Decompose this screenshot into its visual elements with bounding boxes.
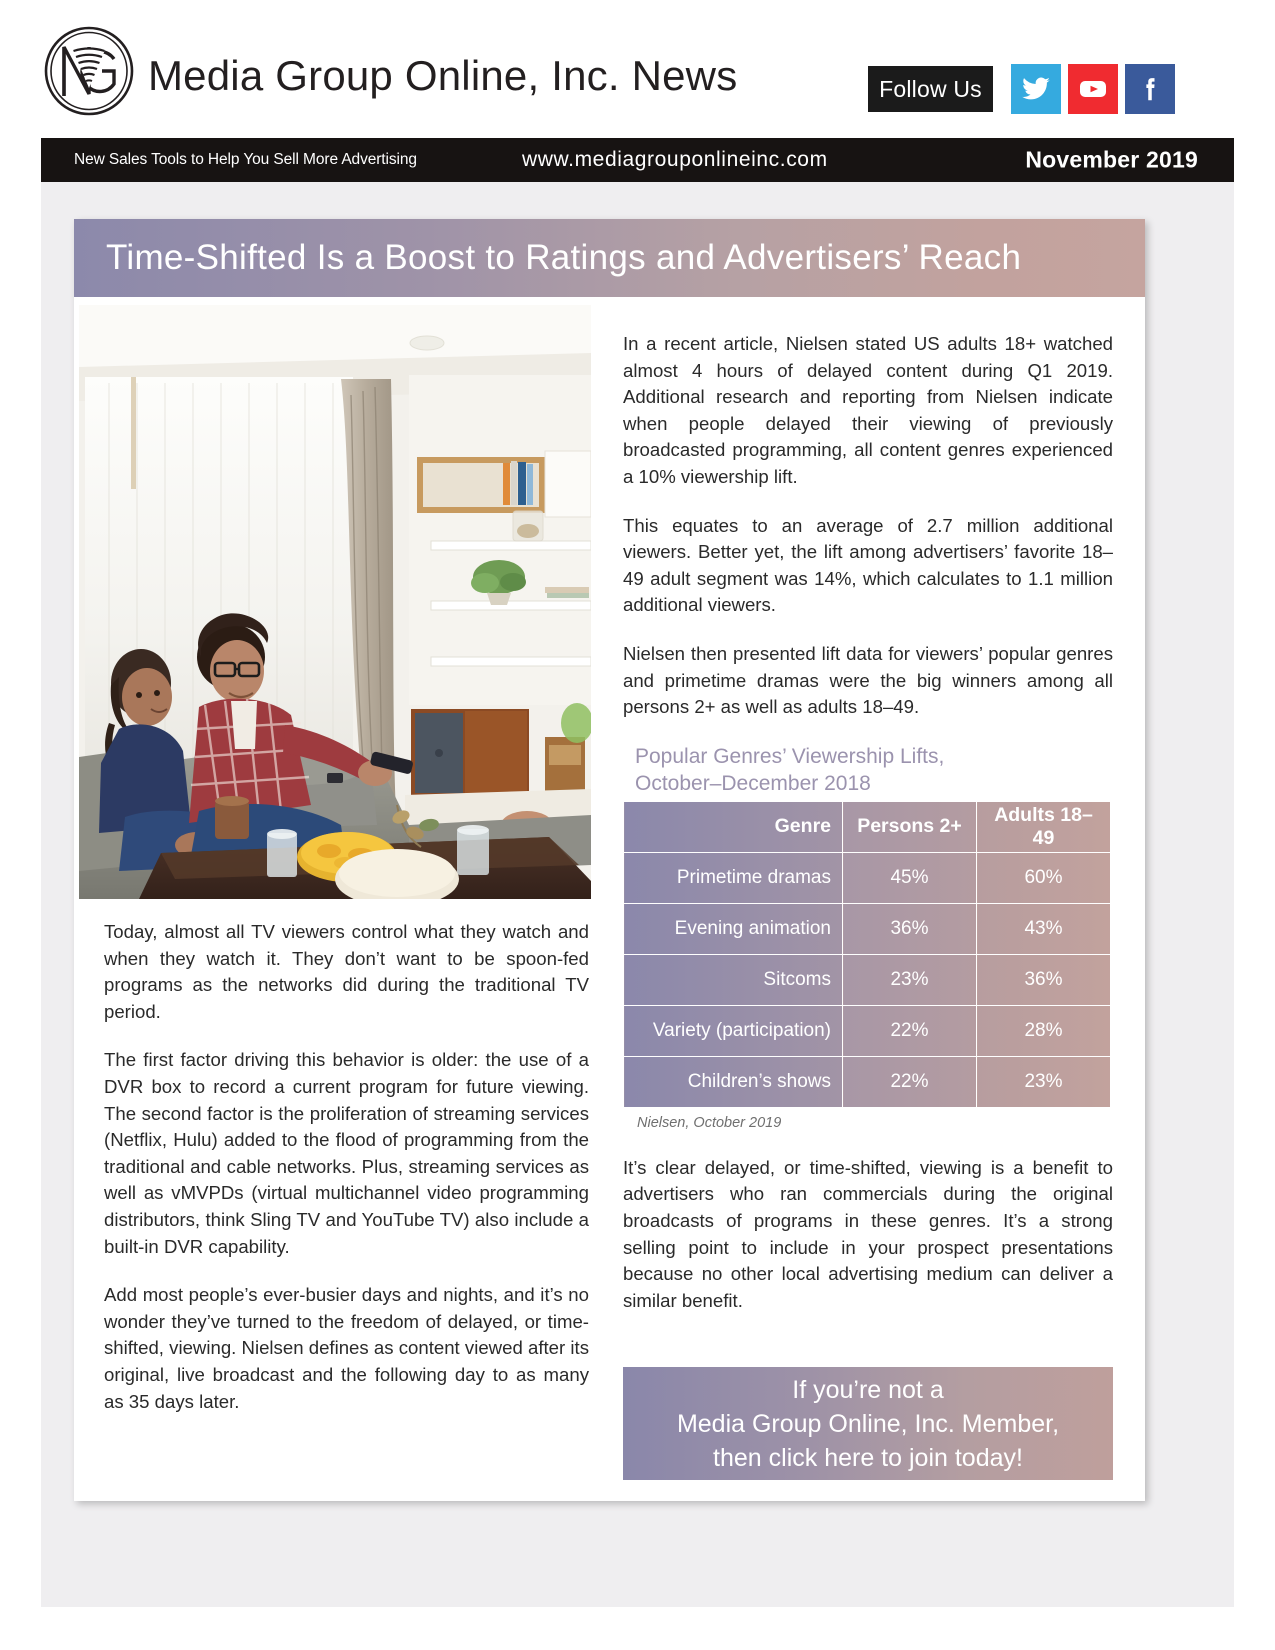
article-photo [79,305,591,899]
right-paragraph-1: In a recent article, Nielsen stated US adults 18+ watched almost 4 hours of delayed content during Q1 2019. Additional research and reporting from Nielsen indicate when people delayed their viewing of previously broadcasted programming, all content genres experienced a 10% viewership lift. [623,333,1113,487]
right-column [623,331,1113,1314]
left-paragraph-3: Add most people’s ever-busier days and nights, and it’s no wonder they’ve turned to the freedom of delayed, or time-shifted, viewing. Nielsen defines as content viewed after its original, live broadcast and the following day to as many as 35 days later. [104,1284,589,1412]
table-header-row [624,801,1111,852]
table-source: Nielsen, October 2019 [637,1114,782,1131]
right-paragraph-2: This equates to an average of 2.7 million additional viewers. Better yet, the lift among advertisers’ favorite 18–49 adult segment was 14%, which calculates to 1.1 million additional viewers. [623,514,1113,616]
mg-logo-icon [44,26,134,116]
cell-adults1849: 28% [977,1005,1111,1056]
table-row [624,852,1111,903]
left-paragraph-2: The first factor driving this behavior is older: the use of a DVR box to record a current program for future viewing. The second factor is the proliferation of streaming services (Netflix, Hulu) added to the flood of programming from the traditional and cable networks. Plus, streaming services as well as vMVPDs (virtual multichannel video programming distributors, think Sling TV and YouTube TV) also include a built-in DVR capability. [104,1049,589,1257]
cell-persons2: 45% [843,852,977,903]
cell-genre: Variety (participation) [624,1005,843,1056]
column-header-adults1849: Adults 18–49 [977,801,1111,852]
table-caption [635,743,1113,797]
cell-adults1849: 23% [977,1056,1111,1107]
info-strip [41,138,1234,182]
cell-persons2: 23% [843,954,977,1005]
table-caption-line-2: October–December 2018 [635,771,871,795]
facebook-icon[interactable] [1125,64,1175,114]
closing-paragraph: It’s clear delayed, or time-shifted, viewing is a benefit to advertisers who ran commercials during the original broadcasts of programs in these genres. It’s a strong selling point to include in your prospect presentations because no other local advertising medium can deliver a similar benefit. [623,1156,1113,1311]
right-paragraph-3: Nielsen then presented lift data for viewers’ popular genres and primetime dramas were the big winners among all persons 2+ as well as adults 18–49. [623,642,1113,718]
cell-genre: Primetime dramas [624,852,843,903]
strip-tagline: New Sales Tools to Help You Sell More Advertising [74,151,417,168]
table-row [624,954,1111,1005]
cell-genre: Sitcoms [624,954,843,1005]
cta-line-1: If you’re not a [792,1375,944,1404]
cell-genre: Evening animation [624,903,843,954]
cta-line-3: then click here to join today! [713,1443,1023,1472]
cell-persons2: 22% [843,1005,977,1056]
page-title: Time-Shifted Is a Boost to Ratings and Advertisers’ Reach [106,238,1022,277]
masthead [0,0,1275,136]
twitter-icon[interactable] [1011,64,1061,114]
cta-line-2: Media Group Online, Inc. Member, [676,1409,1060,1438]
cell-adults1849: 60% [977,852,1111,903]
cell-adults1849: 36% [977,954,1111,1005]
cell-persons2: 22% [843,1056,977,1107]
left-column [104,919,589,1415]
column-header-persons2: Persons 2+ [843,801,977,852]
table-row [624,903,1111,954]
youtube-icon[interactable] [1068,64,1118,114]
cell-adults1849: 43% [977,903,1111,954]
strip-website-url[interactable]: www.mediagrouponlineinc.com [522,148,828,171]
viewership-lifts-table [623,801,1111,1108]
strip-issue-date: November 2019 [1025,146,1198,173]
article-headline-band [74,219,1145,297]
left-paragraph-1: Today, almost all TV viewers control what they watch and when they watch it. They don’t want to be spoon-fed programs as the networks did during the traditional TV period. [104,921,589,1022]
follow-us-button[interactable]: Follow Us [868,66,993,112]
column-header-genre: Genre [624,801,843,852]
membership-cta-banner[interactable] [623,1367,1113,1480]
table-caption-line-1: Popular Genres’ Viewership Lifts, [635,744,945,768]
article-card [74,219,1145,1501]
cell-persons2: 36% [843,903,977,954]
table-row [624,1056,1111,1107]
brand-title: Media Group Online, Inc. News [148,52,738,99]
table-row [624,1005,1111,1056]
cell-genre: Children’s shows [624,1056,843,1107]
